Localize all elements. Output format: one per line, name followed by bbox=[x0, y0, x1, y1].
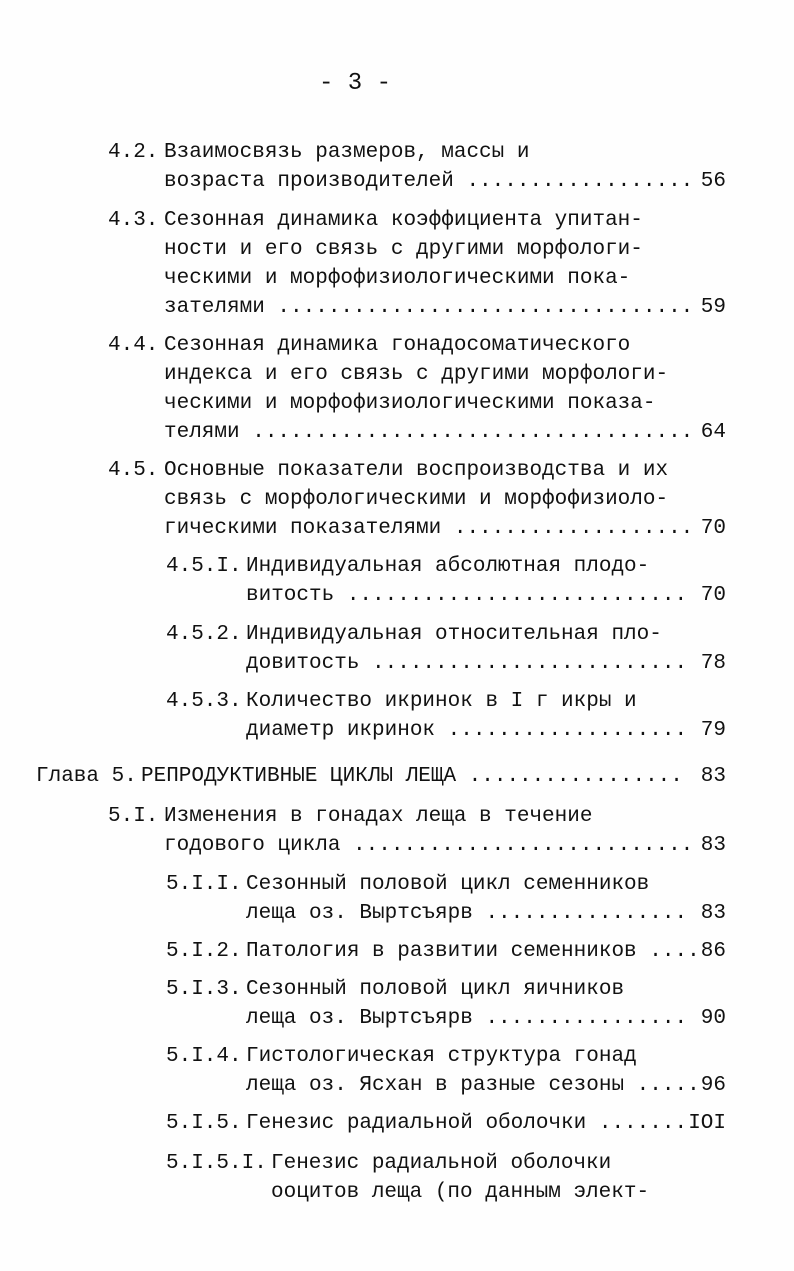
entry-page: 78 bbox=[700, 652, 726, 675]
entry-page: 96 bbox=[700, 1074, 726, 1097]
entry-page: 83 bbox=[700, 902, 726, 925]
entry-number: 5.I.I. bbox=[166, 873, 242, 896]
entry-line: леща оз. Выртсъярв ................ bbox=[246, 902, 688, 925]
entry-line: Сезонный половой цикл семенников bbox=[246, 873, 650, 896]
entry-number: 4.3. bbox=[108, 209, 159, 232]
entry-line: Сезонная динамика коэффициента упитан- bbox=[164, 209, 643, 232]
entry-line: ческими и морфофизиологическими показа- bbox=[164, 392, 656, 415]
entry-line: Патология в развитии семенников .... bbox=[246, 940, 700, 963]
entry-number: 5.I.4. bbox=[166, 1045, 242, 1068]
entry-page: 70 bbox=[700, 517, 726, 540]
chapter-number: Глава 5. bbox=[36, 765, 137, 788]
entry-page: 70 bbox=[700, 584, 726, 607]
entry-number: 5.I.2. bbox=[166, 940, 242, 963]
entry-page: 90 bbox=[700, 1007, 726, 1030]
entry-line: Генезис радиальной оболочки bbox=[271, 1152, 612, 1175]
entry-line: Сезонная динамика гонадосоматического bbox=[164, 334, 631, 357]
entry-line: ческими и морфофизиологическими пока- bbox=[164, 267, 631, 290]
entry-line: годового цикла ........................... bbox=[164, 834, 694, 857]
entry-line: связь с морфологическими и морфофизиоло- bbox=[164, 488, 669, 511]
entry-number: 4.5.3. bbox=[166, 690, 242, 713]
entry-line: гическими показателями ................... bbox=[164, 517, 694, 540]
entry-number: 5.I.5. bbox=[166, 1112, 242, 1135]
entry-line: довитость ......................... bbox=[246, 652, 688, 675]
entry-line: Генезис радиальной оболочки ....... bbox=[246, 1112, 688, 1135]
entry-number: 4.5.I. bbox=[166, 555, 242, 578]
entry-line: телями ................................... bbox=[164, 421, 694, 444]
entry-number: 5.I. bbox=[108, 805, 159, 828]
entry-line: ности и его связь с другими морфологи- bbox=[164, 238, 643, 261]
entry-line: Основные показатели воспроизводства и их bbox=[164, 459, 669, 482]
entry-number: 5.I.5.I. bbox=[166, 1152, 267, 1175]
entry-page: 56 bbox=[700, 170, 726, 193]
entry-number: 5.I.3. bbox=[166, 978, 242, 1001]
entry-line: леща оз. Выртсъярв ................ bbox=[246, 1007, 688, 1030]
entry-line: Изменения в гонадах леща в течение bbox=[164, 805, 593, 828]
entry-line: зателями ................................. bbox=[164, 296, 694, 319]
entry-line: Сезонный половой цикл яичников bbox=[246, 978, 625, 1001]
entry-number: 4.5.2. bbox=[166, 623, 242, 646]
entry-line: возраста производителей .................. bbox=[164, 170, 694, 193]
entry-line: диаметр икринок ................... bbox=[246, 719, 688, 742]
entry-number: 4.5. bbox=[108, 459, 159, 482]
entry-page: 64 bbox=[700, 421, 726, 444]
entry-page: IOI bbox=[688, 1112, 726, 1135]
entry-page: 83 bbox=[700, 834, 726, 857]
entry-page: 59 bbox=[700, 296, 726, 319]
entry-line: индекса и его связь с другими морфологи- bbox=[164, 363, 669, 386]
entry-line: Взаимосвязь размеров, массы и bbox=[164, 141, 530, 164]
entry-line: Количество икринок в I г икры и bbox=[246, 690, 637, 713]
entry-line: леща оз. Ясхан в разные сезоны ..... bbox=[246, 1074, 700, 1097]
entry-line: витость ........................... bbox=[246, 584, 688, 607]
chapter-title: РЕПРОДУКТИВНЫЕ ЦИКЛЫ ЛЕЩА ................. bbox=[141, 765, 683, 788]
entry-line: Гистологическая структура гонад bbox=[246, 1045, 637, 1068]
entry-line: Индивидуальная относительная пло- bbox=[246, 623, 662, 646]
entry-line: ооцитов леща (по данным элект- bbox=[271, 1181, 650, 1204]
page-number: - 3 - bbox=[318, 70, 391, 97]
entry-number: 4.2. bbox=[108, 141, 159, 164]
entry-number: 4.4. bbox=[108, 334, 159, 357]
entry-page: 83 bbox=[700, 765, 726, 788]
entry-page: 79 bbox=[700, 719, 726, 742]
entry-line: Индивидуальная абсолютная плодо- bbox=[246, 555, 650, 578]
entry-page: 86 bbox=[700, 940, 726, 963]
